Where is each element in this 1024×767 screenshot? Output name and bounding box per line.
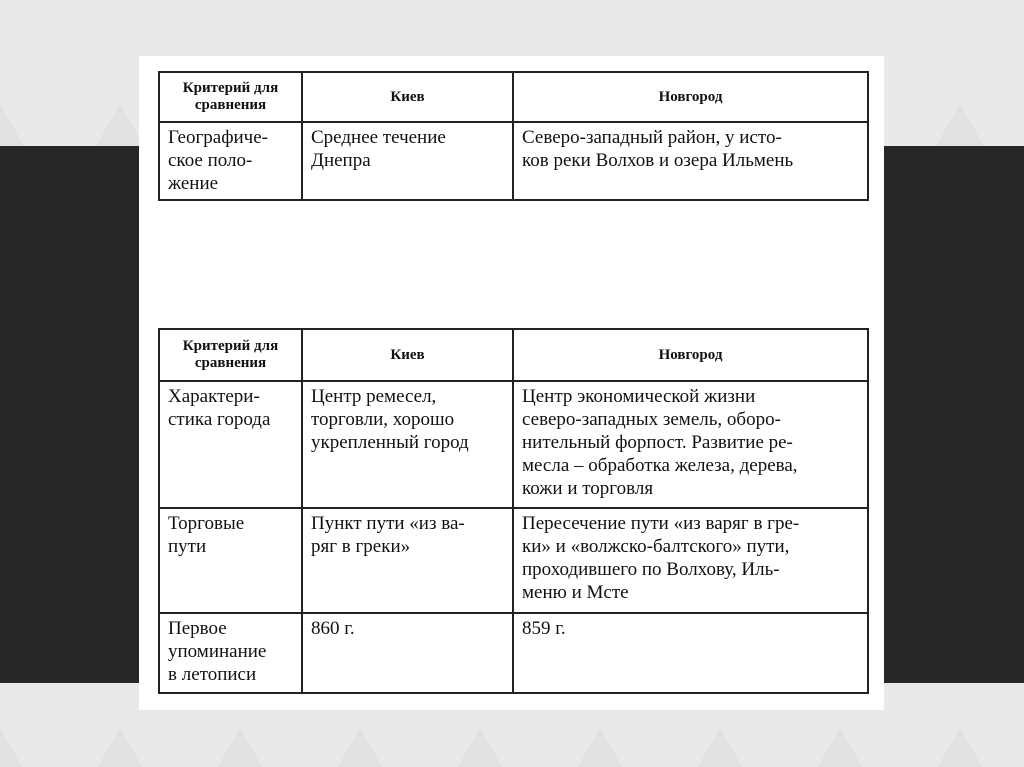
header-criterion: Критерий для сравнения (159, 72, 302, 122)
table-header-row (159, 72, 868, 122)
header-criterion: Критерий для сравнения (159, 329, 302, 381)
cell-criterion: Торговые пути (159, 508, 302, 613)
cell-criterion: Географиче- ское поло- жение (159, 122, 302, 200)
header-novgorod: Новгород (513, 72, 868, 122)
table-row (159, 381, 868, 508)
cell-novgorod: Пересечение пути «из варяг в гре- ки» и «волжско-балтского» пути, проходившего по Волхову, Иль- меню и Мсте (513, 508, 868, 613)
comparison-table-city (158, 328, 869, 694)
cell-kiev: Центр ремесел, торговли, хорошо укрепленный город (302, 381, 513, 508)
header-kiev: Киев (302, 329, 513, 381)
table-header-row (159, 329, 868, 381)
cell-novgorod: 859 г. (513, 613, 868, 693)
header-novgorod: Новгород (513, 329, 868, 381)
cell-novgorod: Северо-западный район, у исто- ков реки Волхов и озера Ильмень (513, 122, 868, 200)
cell-kiev: Пункт пути «из ва- ряг в греки» (302, 508, 513, 613)
slide (139, 56, 884, 710)
cell-kiev: Среднее течение Днепра (302, 122, 513, 200)
cell-novgorod: Центр экономической жизни северо-западных земель, оборо- нительный форпост. Развитие ре- месла – обработка железа, дерева, кожи и торговля (513, 381, 868, 508)
cell-kiev: 860 г. (302, 613, 513, 693)
cell-criterion: Характери- стика города (159, 381, 302, 508)
comparison-table-geography (158, 71, 869, 201)
table-row (159, 122, 868, 200)
header-kiev: Киев (302, 72, 513, 122)
cell-criterion: Первое упоминание в летописи (159, 613, 302, 693)
table-row (159, 508, 868, 613)
table-row (159, 613, 868, 693)
